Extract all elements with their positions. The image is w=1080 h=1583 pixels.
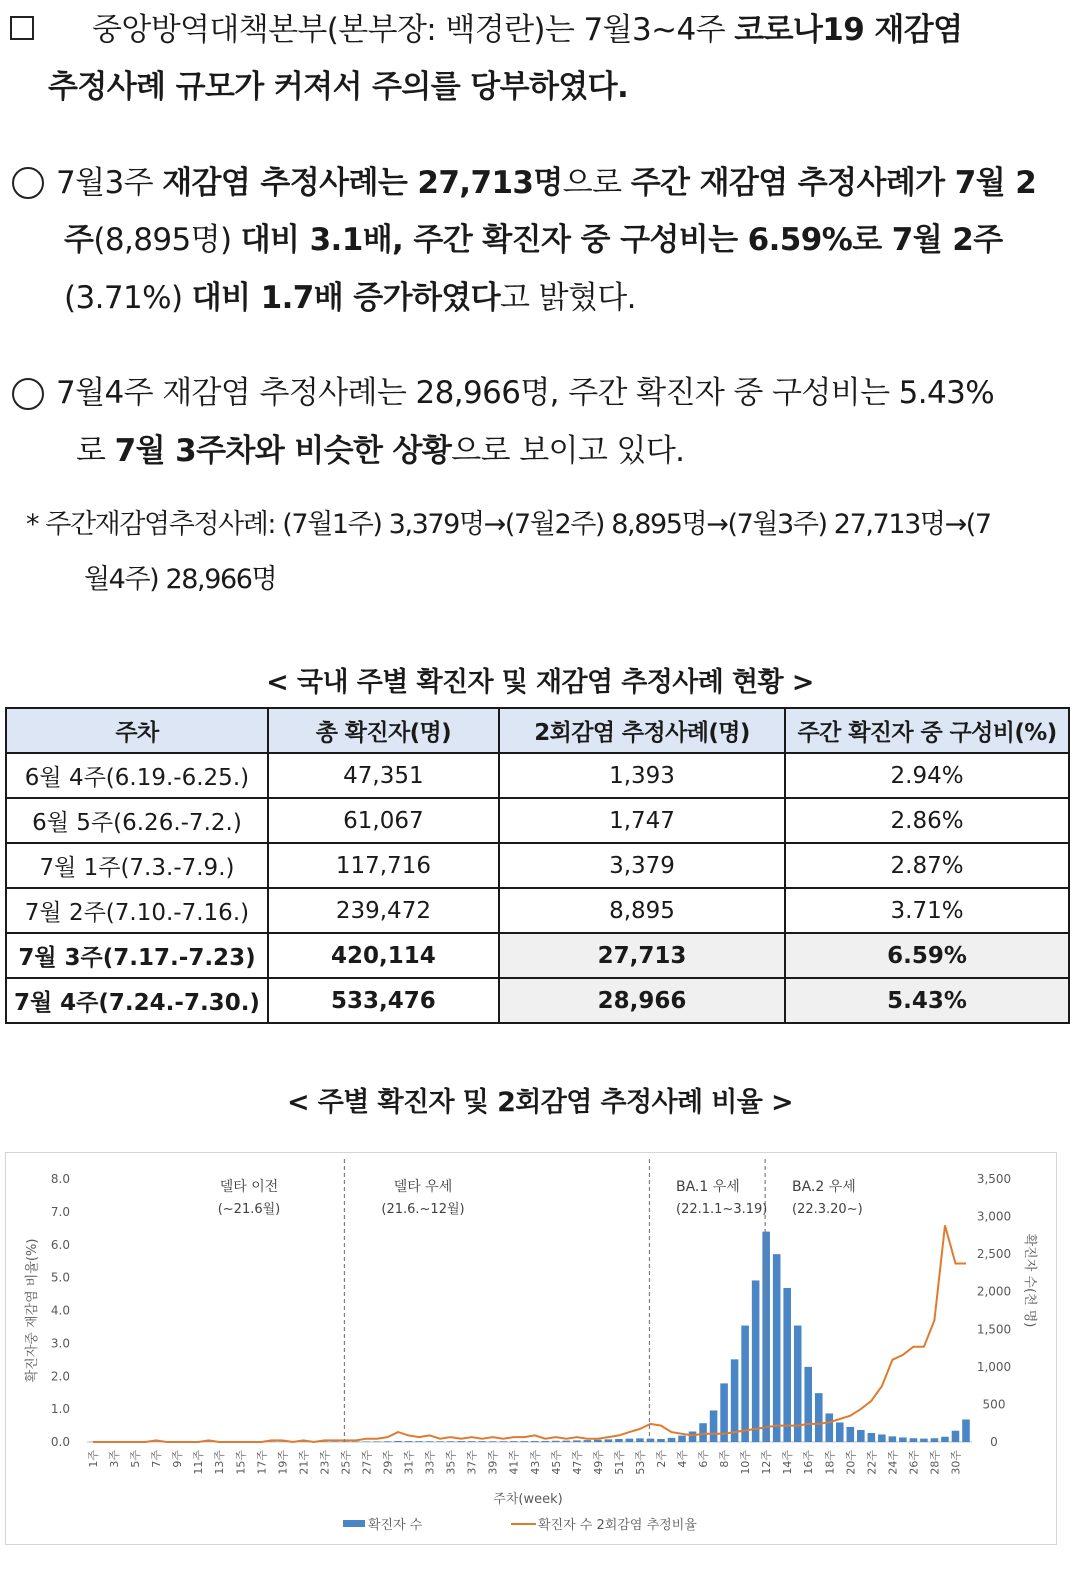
bar-confirmed-cases	[920, 1439, 928, 1442]
x-tick-label: 25주	[339, 1450, 353, 1475]
footnote-line-2: 월4주) 28,966명	[84, 564, 277, 595]
bullet1-line-3	[64, 278, 636, 318]
bar-confirmed-cases	[941, 1437, 949, 1442]
bar-confirmed-cases	[804, 1367, 812, 1442]
cell-total: 117,716	[268, 843, 499, 888]
y-left-tick-label: 2.0	[50, 1369, 70, 1384]
x-tick-label: 14주	[781, 1450, 795, 1475]
table-row	[6, 798, 1069, 843]
x-tick-label: 18주	[823, 1450, 837, 1475]
bar-confirmed-cases	[773, 1254, 781, 1442]
cell-reinfection: 1,393	[499, 753, 785, 798]
cell-total: 239,472	[268, 888, 499, 933]
bullet1-line-2-run-1: (8,895명)	[93, 222, 241, 258]
bar-confirmed-cases	[931, 1438, 939, 1442]
table-row	[6, 888, 1069, 933]
bar-confirmed-cases	[699, 1423, 707, 1442]
bar-confirmed-cases	[520, 1441, 528, 1442]
bar-confirmed-cases	[626, 1439, 634, 1442]
x-tick-label: 27주	[360, 1450, 374, 1475]
bar-confirmed-cases	[541, 1441, 549, 1442]
bar-confirmed-cases	[489, 1441, 497, 1442]
bar-confirmed-cases	[615, 1439, 623, 1442]
cell-ratio: 6.59%	[785, 933, 1069, 978]
x-tick-label: 37주	[465, 1450, 479, 1475]
period-range: (22.1.1~3.19)	[676, 1202, 768, 1217]
bullet1-line-1-run-1: 재감염 추정사례는 27,713명	[162, 165, 563, 201]
cell-total: 47,351	[268, 753, 499, 798]
bar-confirmed-cases	[405, 1441, 413, 1442]
bar-confirmed-cases	[457, 1441, 465, 1442]
table-row	[6, 843, 1069, 888]
bar-confirmed-cases	[657, 1439, 665, 1442]
bar-confirmed-cases	[962, 1419, 970, 1442]
x-tick-label: 2주	[654, 1450, 668, 1468]
bar-confirmed-cases	[499, 1441, 507, 1442]
bar-confirmed-cases	[363, 1441, 371, 1442]
intro-line-1	[92, 10, 962, 50]
cell-ratio: 2.87%	[785, 843, 1069, 888]
x-tick-label: 8주	[718, 1450, 732, 1468]
y-left-tick-label: 5.0	[50, 1270, 70, 1285]
y-left-tick-label: 7.0	[50, 1204, 70, 1219]
circle-bullet-1	[12, 167, 44, 199]
bar-confirmed-cases	[647, 1439, 655, 1442]
bar-confirmed-cases	[815, 1393, 823, 1442]
y-right-tick-label: 2,000	[976, 1284, 1012, 1299]
bar-confirmed-cases	[731, 1359, 739, 1442]
y-right-tick-label: 500	[982, 1397, 1006, 1412]
bar-confirmed-cases	[573, 1440, 581, 1442]
cell-ratio: 3.71%	[785, 888, 1069, 933]
y-left-tick-label: 1.0	[50, 1402, 70, 1417]
y-left-tick-label: 0.0	[50, 1435, 70, 1449]
footnote-line-1: * 주간재감염추정사례: (7월1주) 3,379명→(7월2주) 8,895명→(7월3주) 27,713명→(7	[26, 509, 991, 540]
y-right-tick-label: 3,000	[976, 1209, 1012, 1224]
x-tick-label: 31주	[402, 1450, 416, 1475]
bar-confirmed-cases	[552, 1441, 560, 1442]
bar-confirmed-cases	[594, 1440, 602, 1442]
cell-ratio: 2.86%	[785, 798, 1069, 843]
table-row	[6, 978, 1069, 1023]
x-tick-label: 24주	[886, 1450, 900, 1475]
bar-confirmed-cases	[952, 1431, 960, 1442]
bullet2-line-2	[76, 431, 684, 471]
x-tick-label: 29주	[381, 1450, 395, 1475]
x-tick-label: 1주	[87, 1450, 100, 1468]
bullet1-line-1-run-3: 주간 재감염 추정사례가 7월 2	[630, 165, 1037, 201]
bullet1-line-2-run-0: 주	[64, 222, 94, 258]
x-tick-label: 7주	[150, 1450, 164, 1468]
bar-confirmed-cases	[478, 1441, 486, 1442]
chart-svg	[6, 1153, 1058, 1546]
bullet1-line-1-run-2: 으로	[562, 165, 631, 201]
period-label: 델타 우세	[393, 1179, 453, 1195]
cell-reinfection: 27,713	[499, 933, 785, 978]
cell-week: 6월 5주(6.26.-7.2.)	[6, 798, 268, 843]
bullet1-line-3-run-0: (3.71%)	[64, 280, 192, 316]
bar-confirmed-cases	[563, 1441, 571, 1442]
bar-confirmed-cases	[384, 1441, 392, 1442]
table-header-row	[6, 708, 1069, 753]
bar-confirmed-cases	[878, 1434, 886, 1442]
x-tick-label: 20주	[844, 1450, 858, 1475]
bullet1-line-3-run-2: 고 밝혔다.	[500, 280, 636, 316]
bar-confirmed-cases	[415, 1441, 423, 1442]
x-tick-label: 21주	[297, 1450, 311, 1475]
bullet1-line-1-run-0: 7월3주	[56, 165, 163, 201]
bar-confirmed-cases	[741, 1326, 749, 1442]
bullet2-line-2-run-1: 7월 3주차와 비슷한 상황	[114, 433, 452, 469]
legend-bar-label: 확진자 수	[368, 1518, 423, 1533]
x-axis-title: 주차(week)	[493, 1492, 563, 1507]
intro-line-2	[48, 67, 628, 107]
bar-confirmed-cases	[689, 1431, 697, 1442]
x-tick-label: 16주	[802, 1450, 816, 1475]
bar-confirmed-cases	[899, 1437, 907, 1442]
period-label: BA.1 우세	[676, 1179, 740, 1195]
header-total: 총 확진자(명)	[268, 708, 499, 753]
bar-confirmed-cases	[352, 1441, 360, 1442]
x-tick-label: 11주	[192, 1450, 206, 1475]
cell-week: 7월 4주(7.24.-7.30.)	[6, 978, 268, 1023]
bullet2-line-1-run-0: 7월4주 재감염 추정사례는 28,966명, 주간 확진자 중 구성비는 5.43%	[56, 375, 995, 411]
bullet2-line-2-run-2: 으로 보이고 있다.	[451, 433, 685, 469]
x-tick-label: 35주	[444, 1450, 458, 1475]
x-tick-label: 10주	[739, 1450, 753, 1475]
bullet2-line-2-run-0: 로	[76, 433, 115, 469]
bar-confirmed-cases	[847, 1427, 855, 1442]
bar-confirmed-cases	[426, 1441, 434, 1442]
x-tick-label: 12주	[760, 1450, 774, 1475]
cell-reinfection: 8,895	[499, 888, 785, 933]
cell-total: 533,476	[268, 978, 499, 1023]
bullet1-line-2-run-2: 대비 3.1배, 주간 확진자 중 구성비는 6.59%로 7월 2주	[240, 222, 1003, 258]
cell-ratio: 5.43%	[785, 978, 1069, 1023]
table-caption: < 국내 주별 확진자 및 재감염 추정사례 현황 >	[266, 667, 814, 698]
bar-confirmed-cases	[762, 1232, 770, 1442]
x-tick-label: 51주	[612, 1450, 626, 1475]
bar-confirmed-cases	[678, 1436, 686, 1442]
x-tick-label: 19주	[276, 1450, 290, 1475]
y-left-tick-label: 6.0	[50, 1237, 70, 1252]
bar-confirmed-cases	[510, 1441, 518, 1442]
chart-caption: < 주별 확진자 및 2회감염 추정사례 비율 >	[286, 1087, 794, 1118]
x-tick-label: 15주	[234, 1450, 248, 1475]
y-right-tick-label: 1,500	[976, 1322, 1012, 1337]
weekly-cases-table	[5, 707, 1070, 1024]
period-label: 델타 이전	[219, 1179, 279, 1195]
cell-reinfection: 3,379	[499, 843, 785, 888]
bullet1-line-3-run-1: 대비 1.7배 증가하였다	[191, 280, 501, 316]
x-tick-label: 28주	[928, 1450, 942, 1475]
period-range: (21.6.~12월)	[381, 1202, 465, 1217]
y-right-tick-label: 2,500	[976, 1247, 1012, 1262]
legend-line-label: 확진자 수 2회감염 추정비율	[538, 1518, 697, 1533]
bar-confirmed-cases	[584, 1440, 592, 1442]
x-tick-label: 33주	[423, 1450, 437, 1475]
x-tick-label: 3주	[108, 1450, 122, 1468]
x-tick-label: 39주	[486, 1450, 500, 1475]
bar-confirmed-cases	[836, 1422, 844, 1442]
legend-bar-swatch	[343, 1520, 365, 1527]
header-ratio: 주간 확진자 중 구성비(%)	[785, 708, 1069, 753]
bar-confirmed-cases	[752, 1280, 760, 1442]
y-left-tick-label: 3.0	[50, 1336, 70, 1351]
cell-week: 6월 4주(6.19.-6.25.)	[6, 753, 268, 798]
intro-line-1-run-0: 중앙방역대책본부(본부장: 백경란)는 7월3~4주	[92, 12, 735, 48]
bar-confirmed-cases	[857, 1430, 865, 1442]
bullet2-line-1	[56, 373, 994, 413]
bar-confirmed-cases	[447, 1441, 455, 1442]
combo-chart	[5, 1152, 1057, 1545]
cell-week: 7월 1주(7.3.-7.9.)	[6, 843, 268, 888]
checkbox-bullet	[10, 16, 34, 40]
circle-bullet-2	[12, 378, 44, 410]
x-tick-label: 22주	[865, 1450, 879, 1475]
bullet1-line-2	[64, 220, 1003, 260]
x-tick-label: 17주	[255, 1450, 269, 1475]
y-right-axis-title: 확진자 수(천 명)	[1022, 1233, 1037, 1328]
cell-week: 7월 2주(7.10.-7.16.)	[6, 888, 268, 933]
y-right-tick-label: 3,500	[976, 1172, 1012, 1186]
bar-confirmed-cases	[710, 1410, 718, 1442]
bar-confirmed-cases	[636, 1438, 644, 1442]
period-label: BA.2 우세	[792, 1179, 856, 1195]
bar-confirmed-cases	[783, 1288, 791, 1442]
bar-confirmed-cases	[889, 1436, 897, 1442]
cell-total: 420,114	[268, 933, 499, 978]
y-left-tick-label: 8.0	[50, 1172, 70, 1186]
y-right-tick-label: 0	[990, 1435, 998, 1449]
bar-confirmed-cases	[436, 1441, 444, 1442]
x-tick-label: 4주	[676, 1450, 690, 1468]
x-tick-label: 5주	[129, 1450, 143, 1468]
x-tick-label: 53주	[633, 1450, 647, 1475]
y-right-tick-label: 1,000	[976, 1359, 1012, 1374]
intro-line-2-run-0: 추정사례 규모가 커져서 주의를 당부하였다.	[48, 69, 629, 105]
bar-confirmed-cases	[825, 1413, 833, 1442]
bar-confirmed-cases	[373, 1441, 381, 1442]
cell-reinfection: 1,747	[499, 798, 785, 843]
y-left-axis-title: 확진자중 재감염 비율(%)	[25, 1238, 40, 1383]
period-range: (22.3.20~)	[792, 1202, 863, 1217]
x-tick-label: 23주	[318, 1450, 332, 1475]
x-tick-label: 13주	[213, 1450, 227, 1475]
bullet1-line-1	[56, 163, 1036, 203]
cell-ratio: 2.94%	[785, 753, 1069, 798]
bar-confirmed-cases	[668, 1438, 676, 1442]
x-tick-label: 49주	[591, 1450, 605, 1475]
bar-confirmed-cases	[531, 1441, 539, 1442]
x-tick-label: 6주	[697, 1450, 711, 1468]
x-tick-label: 43주	[528, 1450, 542, 1475]
cell-reinfection: 28,966	[499, 978, 785, 1023]
x-tick-label: 9주	[171, 1450, 185, 1468]
bar-confirmed-cases	[468, 1441, 476, 1442]
cell-total: 61,067	[268, 798, 499, 843]
x-tick-label: 47주	[570, 1450, 584, 1475]
bar-confirmed-cases	[910, 1438, 918, 1442]
header-week: 주차	[6, 708, 268, 753]
x-tick-label: 30주	[949, 1450, 963, 1475]
y-left-tick-label: 4.0	[50, 1303, 70, 1318]
bar-confirmed-cases	[394, 1441, 402, 1442]
bar-confirmed-cases	[868, 1433, 876, 1442]
cell-week: 7월 3주(7.17.-7.23)	[6, 933, 268, 978]
x-tick-label: 26주	[907, 1450, 921, 1475]
period-range: (~21.6월)	[217, 1202, 281, 1217]
x-tick-label: 45주	[549, 1450, 563, 1475]
line-reinfection-ratio	[93, 1225, 966, 1442]
table-row	[6, 753, 1069, 798]
table-row	[6, 933, 1069, 978]
header-reinfection: 2회감염 추정사례(명)	[499, 708, 785, 753]
bar-confirmed-cases	[605, 1439, 613, 1442]
intro-line-1-run-1: 코로나19 재감염	[734, 12, 963, 48]
x-tick-label: 41주	[507, 1450, 521, 1475]
